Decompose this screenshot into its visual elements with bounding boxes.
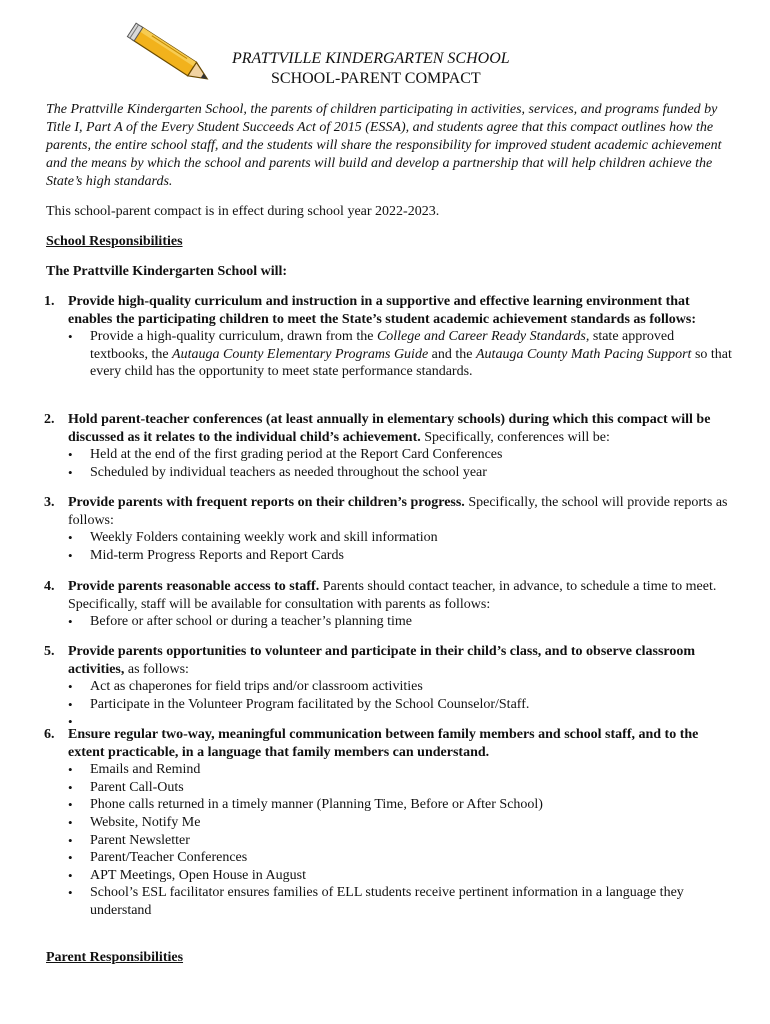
list-item: • Participate in the Volunteer Program facilitated by the School Counselor/Staff. bbox=[68, 696, 734, 714]
list-item: • Held at the end of the first grading period at the Report Card Conferences bbox=[68, 446, 734, 464]
bullet-list bbox=[68, 328, 734, 381]
item-number: 4. bbox=[44, 579, 55, 594]
bullet-list bbox=[68, 761, 734, 919]
item-number: 5. bbox=[44, 644, 55, 659]
list-item: • Provide a high-quality curriculum, drawn from the College and Career Ready Standards, state approved textbooks, the Autauga County Elementary Programs Guide and the Autauga County Math Pacing Support so that every child has the opportunity to meet state performance standards. bbox=[68, 328, 734, 381]
responsibility-item-4 bbox=[44, 578, 734, 631]
list-item: • Website, Notify Me bbox=[68, 814, 734, 832]
school-will-heading: The Prattville Kindergarten School will: bbox=[46, 264, 288, 279]
item-text: Specifically, conferences will be: bbox=[420, 429, 610, 445]
list-item: • Weekly Folders containing weekly work and skill information bbox=[68, 529, 734, 547]
item-number: 3. bbox=[44, 495, 55, 510]
parent-responsibilities-heading: Parent Responsibilities bbox=[46, 950, 184, 965]
item-bold-text: Hold parent-teacher conferences (at least annually in elementary schools) during which this compact will be discussed as it relates to the individual child’s achievement. bbox=[68, 412, 711, 445]
item-text: Specifically, the school will provide reports as follows: bbox=[68, 495, 728, 528]
list-item: • Mid-term Progress Reports and Report Cards bbox=[68, 547, 734, 565]
responsibility-item-5 bbox=[44, 643, 734, 727]
item-text: Parents should contact teacher, in advance, to schedule a time to meet. Specifically, staff will be available for consultation with parents as follows: bbox=[68, 579, 717, 612]
school-responsibilities-heading: School Responsibilities bbox=[46, 234, 183, 249]
item-bold-text: Provide parents opportunities to volunteer and participate in their child’s class, and to observe classroom activities, bbox=[68, 644, 696, 677]
list-item: • Scheduled by individual teachers as needed throughout the school year bbox=[68, 464, 734, 482]
bullet-list bbox=[68, 613, 734, 631]
item-text: as follows: bbox=[124, 661, 189, 677]
list-item: • School’s ESL facilitator ensures families of ELL students receive pertinent information in a language they understand bbox=[68, 884, 734, 919]
responsibility-item-2 bbox=[44, 411, 734, 481]
responsibility-item-6 bbox=[44, 726, 734, 920]
item-bold-text: Provide high-quality curriculum and instruction in a supportive and effective learning environment that enables the participating children to meet the State’s student academic achievement standards as follows: bbox=[68, 294, 697, 327]
responsibility-item-3 bbox=[44, 494, 734, 564]
list-item: • Parent Call-Outs bbox=[68, 779, 734, 797]
compact-title: SCHOOL-PARENT COMPACT bbox=[271, 70, 481, 87]
list-item: • Emails and Remind bbox=[68, 761, 734, 779]
item-number: 2. bbox=[44, 412, 55, 427]
intro-paragraph: The Prattville Kindergarten School, the parents of children participating in activities, services, and programs funded by Title I, Part A of the Every Student Succeeds Act of 2015 (ESSA), and students agree that this compact outlines how the parents, the entire school staff, and the students will share the responsibility for improved student academic achievement and the means by which the school and parents will build and develop a partnership that will help children achieve the State’s high standards. bbox=[46, 102, 722, 189]
list-item: • Phone calls returned in a timely manner (Planning Time, Before or After School) bbox=[68, 796, 734, 814]
effective-year-text: This school-parent compact is in effect during school year 2022-2023. bbox=[46, 204, 440, 219]
pencil-icon bbox=[124, 22, 220, 90]
item-bold-text: Provide parents with frequent reports on their children’s progress. bbox=[68, 495, 465, 510]
list-item: • Parent Newsletter bbox=[68, 832, 734, 850]
item-bold-text: Provide parents reasonable access to staff. bbox=[68, 579, 320, 594]
item-number: 1. bbox=[44, 294, 55, 309]
bullet-list bbox=[68, 529, 734, 564]
bullet-list bbox=[68, 446, 734, 481]
list-item: • Act as chaperones for field trips and/or classroom activities bbox=[68, 678, 734, 696]
item-number: 6. bbox=[44, 727, 55, 742]
bullet-list bbox=[68, 678, 734, 727]
responsibility-item-1 bbox=[44, 293, 734, 381]
item-bold-text: Ensure regular two-way, meaningful communication between family members and school staff, and to the extent practicable, in a language that family members can understand. bbox=[68, 727, 699, 760]
list-item: • APT Meetings, Open House in August bbox=[68, 867, 734, 885]
list-item: • Parent/Teacher Conferences bbox=[68, 849, 734, 867]
list-item: • Before or after school or during a teacher’s planning time bbox=[68, 613, 734, 631]
school-name-title: PRATTVILLE KINDERGARTEN SCHOOL bbox=[232, 50, 510, 67]
